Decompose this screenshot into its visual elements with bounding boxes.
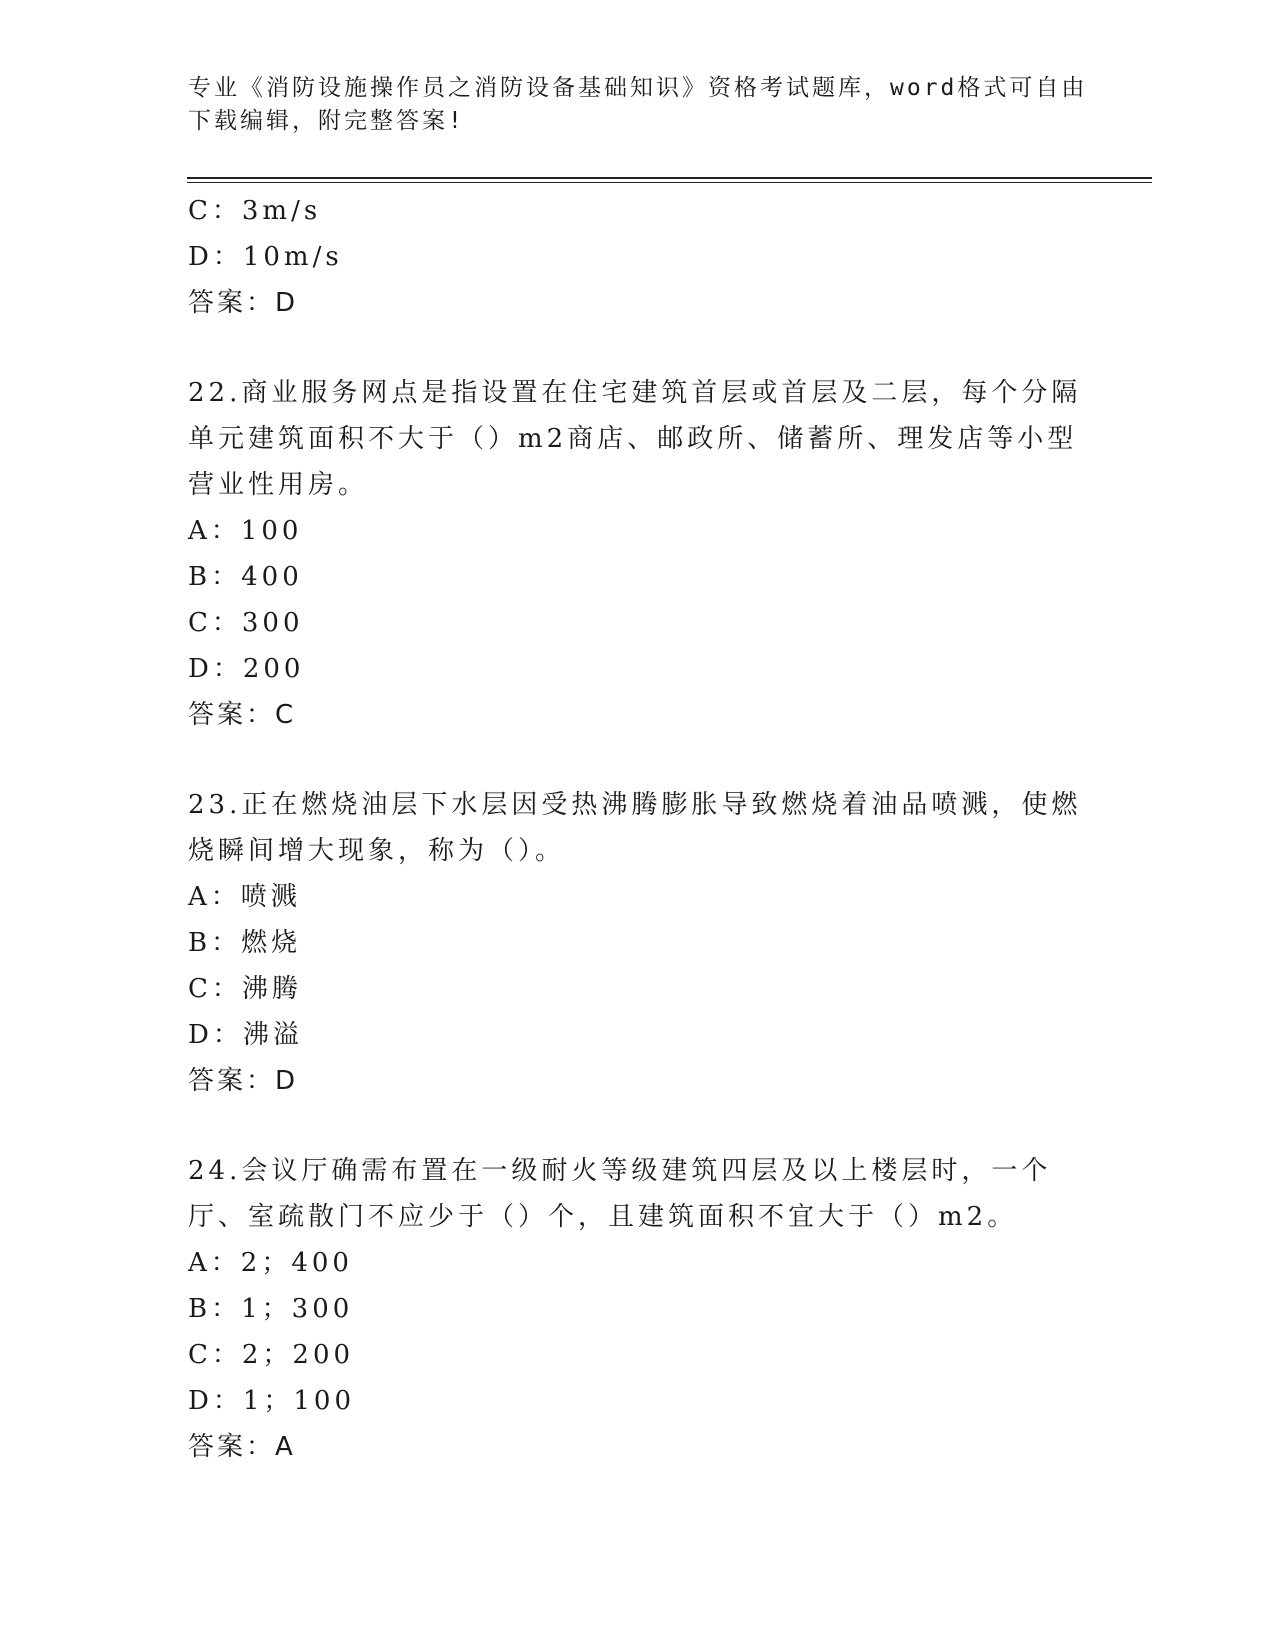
option-d: D：200 [188, 654, 305, 684]
answer-line: 答案：D [188, 1066, 299, 1096]
document-header: 专业《消防设施操作员之消防设备基础知识》资格考试题库，word格式可自由下载编辑，附完整答案! [188, 75, 1088, 134]
option-b: B：1；300 [188, 1294, 354, 1324]
question-text: 24.会议厅确需布置在一级耐火等级建筑四层及以上楼层时，一个厅、室疏散门不应少于（）个，且建筑面积不宜大于（）m2。 [188, 1156, 1052, 1232]
header-divider-thin [187, 182, 1152, 183]
answer-line: 答案：D [188, 288, 299, 318]
option-a: A：喷溅 [188, 882, 301, 912]
option-c: C：2；200 [188, 1340, 355, 1370]
option-c: C：3m/s [188, 196, 322, 226]
question-text: 22.商业服务网点是指设置在住宅建筑首层或首层及二层，每个分隔单元建筑面积不大于（）m2商店、邮政所、储蓄所、理发店等小型营业性用房。 [188, 378, 1082, 500]
option-a: A：100 [188, 516, 303, 546]
header-divider-thick [187, 177, 1152, 179]
option-a: A：2；400 [188, 1248, 353, 1278]
option-b: B：燃烧 [188, 928, 302, 958]
answer-line: 答案：A [188, 1432, 296, 1462]
answer-line: 答案：C [188, 700, 297, 730]
option-c: C：沸腾 [188, 974, 302, 1004]
option-d: D：沸溢 [188, 1020, 303, 1050]
option-d: D：1；100 [188, 1386, 356, 1416]
question-list [188, 188, 1088, 1470]
question-24 [188, 1148, 1088, 1470]
option-d: D：10m/s [188, 242, 343, 272]
option-b: B：400 [188, 562, 303, 592]
question-text: 23.正在燃烧油层下水层因受热沸腾膨胀导致燃烧着油品喷溅，使燃烧瞬间增大现象，称为（）。 [188, 790, 1082, 866]
question-22 [188, 370, 1088, 738]
option-c: C：300 [188, 608, 304, 638]
question-23 [188, 782, 1088, 1104]
question-fragment [188, 188, 1088, 326]
